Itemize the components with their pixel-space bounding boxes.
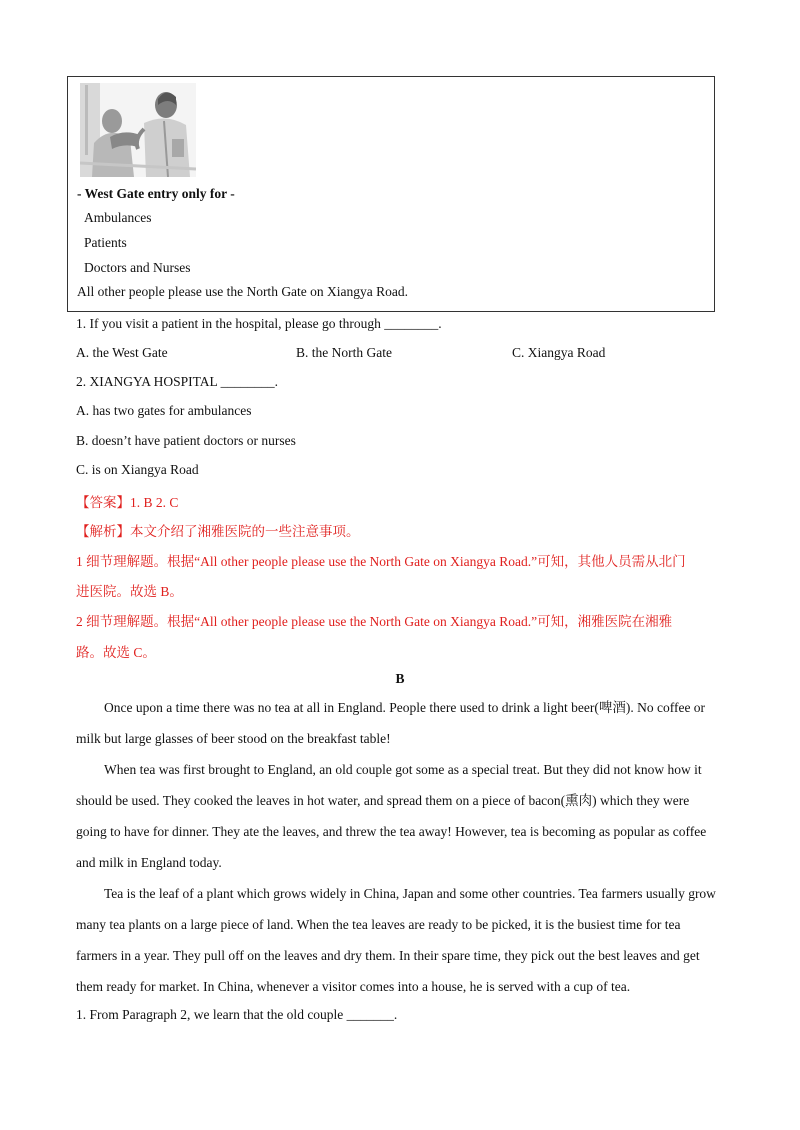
explanation-1-line-2: 进医院。故选 B。 <box>76 584 183 599</box>
explanation-1-line-1: 1 细节理解题。根据“All other people please use the North Gate on Xiangya Road.”可知，其他人员需从北门 <box>76 554 686 569</box>
section-title: B <box>395 671 405 686</box>
question-1-option-a: A. the West Gate <box>76 345 168 360</box>
question-2-option-c: C. is on Xiangya Road <box>76 462 199 477</box>
explanation-2-line-1: 2 细节理解题。根据“All other people please use the North Gate on Xiangya Road.”可知，湘雅医院在湘雅 <box>76 614 673 629</box>
section-b-question-1: 1. From Paragraph 2, we learn that the old couple _______. <box>76 1007 398 1022</box>
question-1-option-b: B. the North Gate <box>296 345 392 360</box>
answer-label: 【答案】1. B 2. C <box>76 495 179 510</box>
notice-heading: - West Gate entry only for - <box>77 186 235 201</box>
question-2-option-b: B. doesn’t have patient doctors or nurses <box>76 433 296 448</box>
passage-paragraph-1: Once upon a time there was no tea at all in England. People there used to drink a light beer(啤酒). No coffee or milk but large glasses of beer stood on the breakfast table! <box>76 700 706 746</box>
doctor-illustration <box>80 83 196 177</box>
passage <box>76 692 722 1002</box>
notice-box <box>67 76 715 312</box>
analysis-intro: 【解析】本文介绍了湘雅医院的一些注意事项。 <box>76 524 360 539</box>
notice-item: Patients <box>84 235 127 250</box>
notice-item: Ambulances <box>84 210 152 225</box>
question-2-option-a: A. has two gates for ambulances <box>76 403 252 418</box>
notice-footer: All other people please use the North Gate on Xiangya Road. <box>77 284 409 299</box>
question-2-stem: 2. XIANGYA HOSPITAL ________. <box>76 374 279 389</box>
notice-item: Doctors and Nurses <box>84 260 191 275</box>
question-1-stem: 1. If you visit a patient in the hospital, please go through ________. <box>76 316 442 331</box>
question-1-option-c: C. Xiangya Road <box>512 345 606 360</box>
passage-paragraph-3: Tea is the leaf of a plant which grows widely in China, Japan and some other countries. Tea farmers usually grow many tea plants on a large piece of land. When the tea leaves are ready to be picked, it is the busiest time for tea farmers in a year. They pull off on the leaves and dry them. In their spare time, they pick out the best leaves and get them ready for market. In China, whenever a visitor comes into a house, he is served with a cup of tea. <box>76 886 716 994</box>
passage-paragraph-2: When tea was first brought to England, an old couple got some as a special treat. But they did not know how it should be used. They cooked the leaves in hot water, and spread them on a piece of bacon(熏肉) which they were going to have for dinner. They ate the leaves, and threw the tea away! However, tea is becoming as popular as coffee and milk in England today. <box>76 762 707 870</box>
hospital-photo <box>80 83 196 177</box>
explanation-2-line-2: 路。故选 C。 <box>76 645 156 660</box>
